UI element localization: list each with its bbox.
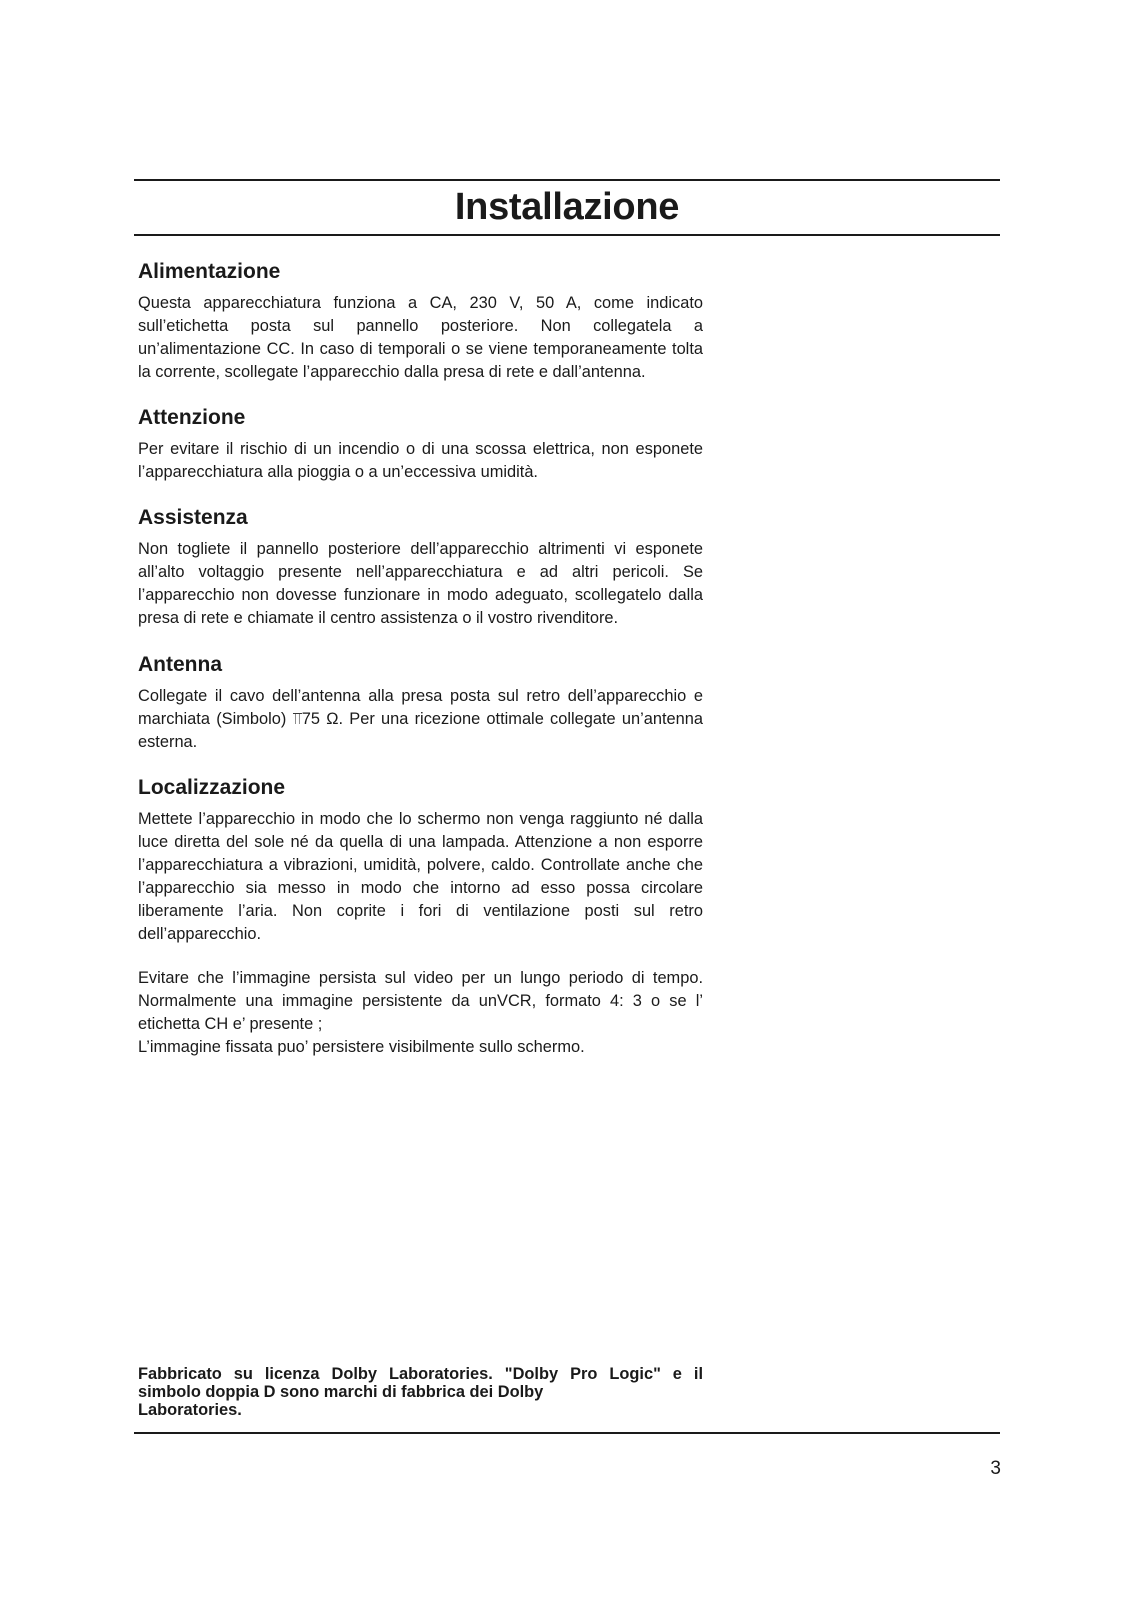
section-heading: Alimentazione [138, 260, 281, 283]
image-retention-note [138, 967, 703, 1059]
note-last-line: L’immagine fissata puo’ persistere visibilmente sullo schermo. [138, 1038, 585, 1056]
page-number: 3 [990, 1458, 1001, 1479]
section-attenzione [138, 404, 703, 484]
section-alimentazione [138, 258, 703, 384]
section-text: Mettete l’apparecchio in modo che lo schermo non venga raggiunto né dalla luce diretta del sole né da quella di una lampada. Attenzione a non esporre l’apparecchiatura a vibrazioni, umidità, polvere, caldo. Controllate anche che l’apparecchio sia messo in modo che intorno ad esso possa circolare liberamente l’aria. Non coprite i fori di ventilazione posti sul retro dell’apparecchio. [138, 810, 703, 943]
dolby-note-last-line: Laboratories. [138, 1401, 242, 1419]
section-heading: Attenzione [138, 406, 246, 429]
section-assistenza [138, 504, 703, 630]
dolby-note-text: Fabbricato su licenza Dolby Laboratories. "Dolby Pro Logic" e il simbolo doppia D sono marchi di fabbrica dei Dolby [138, 1365, 703, 1401]
section-text: Non togliete il pannello posteriore dell’apparecchio altrimenti vi esponete all’alto voltaggio presente nell’apparecchiatura e ad altri pericoli. Se l’apparecchio non dovesse funzionare in modo adeguato, scollegatelo dalla presa di rete e chiamate il centro assistenza o il vostro rivenditore. [138, 540, 703, 627]
section-text: Collegate il cavo dell’antenna alla presa posta sul retro dell’apparecchio e marchiata (Simbolo) ⫪75 Ω. Per una ricezione ottimale collegate un’antenna esterna. [138, 687, 703, 751]
section-heading: Antenna [138, 653, 222, 676]
title-bottom-rule [134, 234, 1000, 236]
main-content [138, 258, 703, 1059]
footer-rule [134, 1432, 1000, 1434]
dolby-license-note [138, 1365, 703, 1419]
section-heading: Assistenza [138, 506, 248, 529]
page-title: Installazione [454, 186, 680, 228]
section-antenna [138, 651, 703, 754]
section-text: Questa apparecchiatura funziona a CA, 230 V, 50 A, come indicato sull’etichetta posta sul pannello posteriore. Non collegatela a un’alimentazione CC. In caso di temporali o se viene temporaneamente tolta la corrente, scollegate l’apparecchio dalla presa di rete e dall’antenna. [138, 294, 703, 381]
note-paragraph: Evitare che l’immagine persista sul video per un lungo periodo di tempo. Normalmente una immagine persistente da unVCR, formato 4: 3 o se l’ etichetta CH e’ presente ; [138, 969, 703, 1033]
section-heading: Localizzazione [138, 776, 286, 799]
section-text: Per evitare il rischio di un incendio o di una scossa elettrica, non esponete l’apparecchiatura alla pioggia o a un’eccessiva umidità. [138, 440, 703, 481]
section-localizzazione [138, 774, 703, 946]
title-top-rule [134, 179, 1000, 181]
